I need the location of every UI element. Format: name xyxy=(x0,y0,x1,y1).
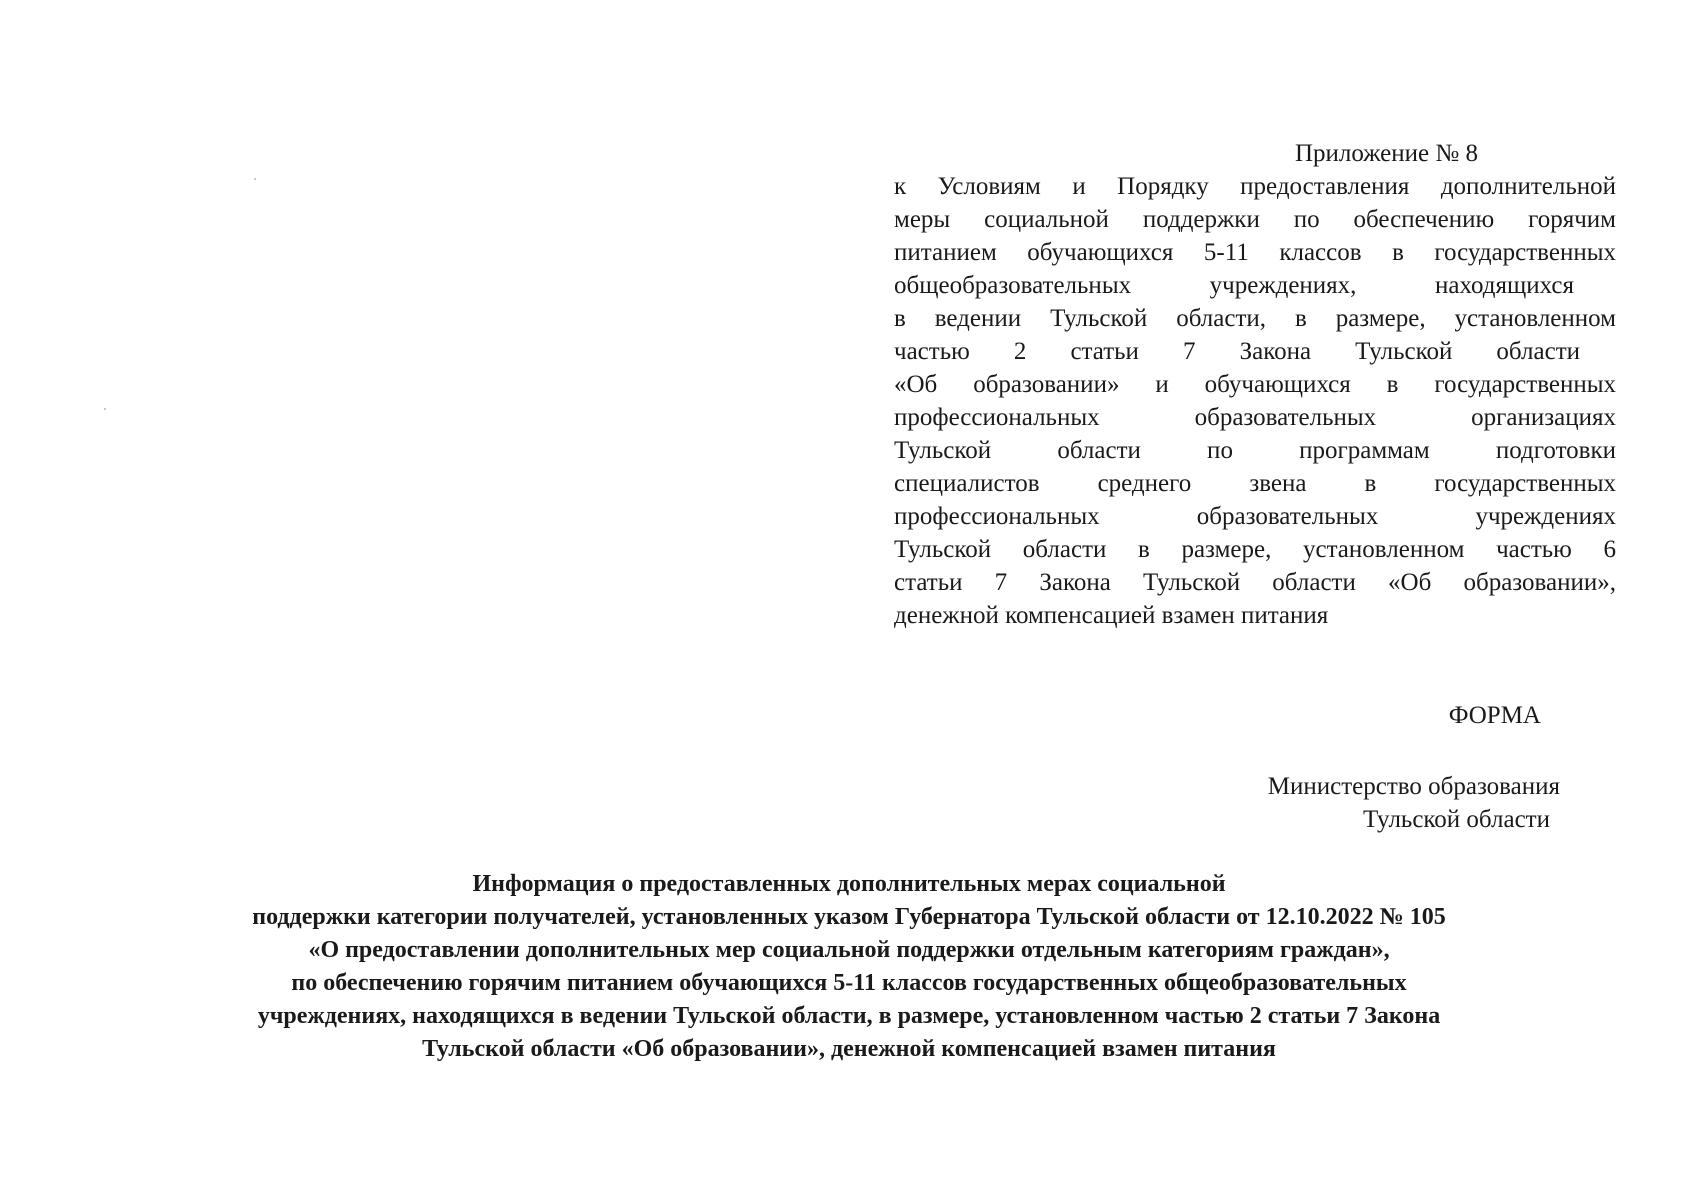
appendix-line: Тульской области по программам подготовки xyxy=(894,437,1616,464)
appendix-line: Тульской области в размере, установленном частью 6 xyxy=(894,536,1616,563)
addressee-line: Тульской области xyxy=(1363,806,1550,833)
heading-line: поддержки категории получателей, установленных указом Губернатора Тульской области от 12.10.2022 № 105 xyxy=(252,904,1446,930)
document-heading xyxy=(100,868,1598,1066)
form-label: ФОРМА xyxy=(1448,702,1541,729)
appendix-line: меры социальной поддержки по обеспечению горячим xyxy=(894,206,1616,233)
heading-line: Информация о предоставленных дополнительных мерах социальной xyxy=(472,871,1226,897)
scan-speck xyxy=(104,408,106,410)
heading-line: учреждениях, находящихся в ведении Тульской области, в размере, установленном частью 2 статьи 7 Закона xyxy=(257,1003,1441,1029)
appendix-line: к Условиям и Порядку предоставления дополнительной xyxy=(894,173,1616,200)
appendix-line: специалистов среднего звена в государственных xyxy=(894,470,1616,497)
appendix-block xyxy=(894,138,1616,632)
addressee-line: Министерство образования xyxy=(1267,773,1560,800)
appendix-line: частью 2 статьи 7 Закона Тульской области xyxy=(894,338,1580,365)
appendix-line: в ведении Тульской области, в размере, установленном xyxy=(894,305,1616,332)
appendix-line: питанием обучающихся 5-11 классов в государственных xyxy=(894,239,1616,266)
appendix-line: профессиональных образовательных организациях xyxy=(894,404,1616,431)
heading-line: «О предоставлении дополнительных мер социальной поддержки отдельным категориям граждан», xyxy=(308,937,1390,963)
scan-speck xyxy=(254,178,256,180)
appendix-line: общеобразовательных учреждениях, находящихся xyxy=(894,272,1574,299)
appendix-title: Приложение № 8 xyxy=(1294,140,1478,167)
appendix-line: профессиональных образовательных учреждениях xyxy=(894,503,1616,530)
heading-line: по обеспечению горячим питанием обучающихся 5-11 классов государственных общеобразовательных xyxy=(291,970,1407,996)
appendix-line: статьи 7 Закона Тульской области «Об образовании», xyxy=(894,569,1616,596)
appendix-line: «Об образовании» и обучающихся в государственных xyxy=(894,371,1616,398)
heading-line: Тульской области «Об образовании», денежной компенсацией взамен питания xyxy=(422,1036,1276,1062)
appendix-line: денежной компенсацией взамен питания xyxy=(894,602,1329,629)
addressee-block xyxy=(1100,770,1560,836)
